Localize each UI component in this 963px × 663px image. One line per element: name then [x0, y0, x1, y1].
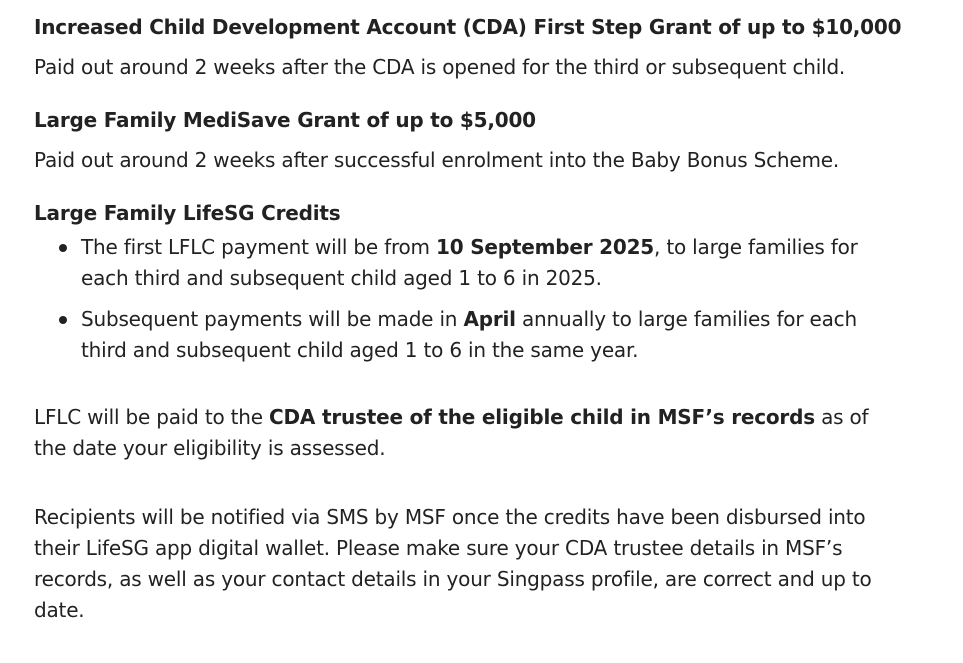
payment-info-paragraph — [34, 402, 903, 464]
list-item-text-after: , to large families for each third and subsequent child aged 1 to 6 in 2025. — [81, 235, 858, 290]
list-item-text-before: Subsequent payments will be made in — [81, 307, 464, 331]
cda-grant-body: Paid out around 2 weeks after the CDA is opened for the third or subsequent child. — [34, 55, 846, 79]
lifesg-credits-heading: Large Family LifeSG Credits — [34, 201, 341, 225]
medisave-grant-body: Paid out around 2 weeks after successful enrolment into the Baby Bonus Scheme. — [34, 148, 839, 172]
bullet-dot-icon — [59, 244, 67, 252]
list-item — [81, 232, 903, 294]
lifesg-credits-section — [34, 198, 903, 366]
list-item-text-bold: 10 September 2025 — [436, 235, 655, 259]
cda-grant-section — [34, 12, 903, 83]
list-item-text-before: The first LFLC payment will be from — [81, 235, 436, 259]
cda-grant-heading: Increased Child Development Account (CDA) First Step Grant of up to $10,000 — [34, 15, 902, 39]
notification-info-paragraph: Recipients will be notified via SMS by MSF once the credits have been disbursed into their LifeSG app digital wallet. Please make sure your CDA trustee details in MSF’s records, as well as your contact details in your Singpass profile, are correct and up to date. — [34, 505, 872, 622]
list-item-text-after: annually to large families for each third and subsequent child aged 1 to 6 in the same year. — [81, 307, 857, 362]
payment-info-bold: CDA trustee of the eligible child in MSF’s records — [269, 405, 815, 429]
payment-info-before: LFLC will be paid to the — [34, 405, 270, 429]
medisave-grant-section — [34, 105, 903, 176]
list-item — [81, 304, 903, 366]
medisave-grant-heading: Large Family MediSave Grant of up to $5,000 — [34, 108, 536, 132]
lifesg-credits-list — [34, 232, 903, 366]
bullet-dot-icon — [59, 316, 67, 324]
payment-info-after: as of the date your eligibility is assessed. — [34, 405, 869, 460]
list-item-text-bold: April — [463, 307, 516, 331]
